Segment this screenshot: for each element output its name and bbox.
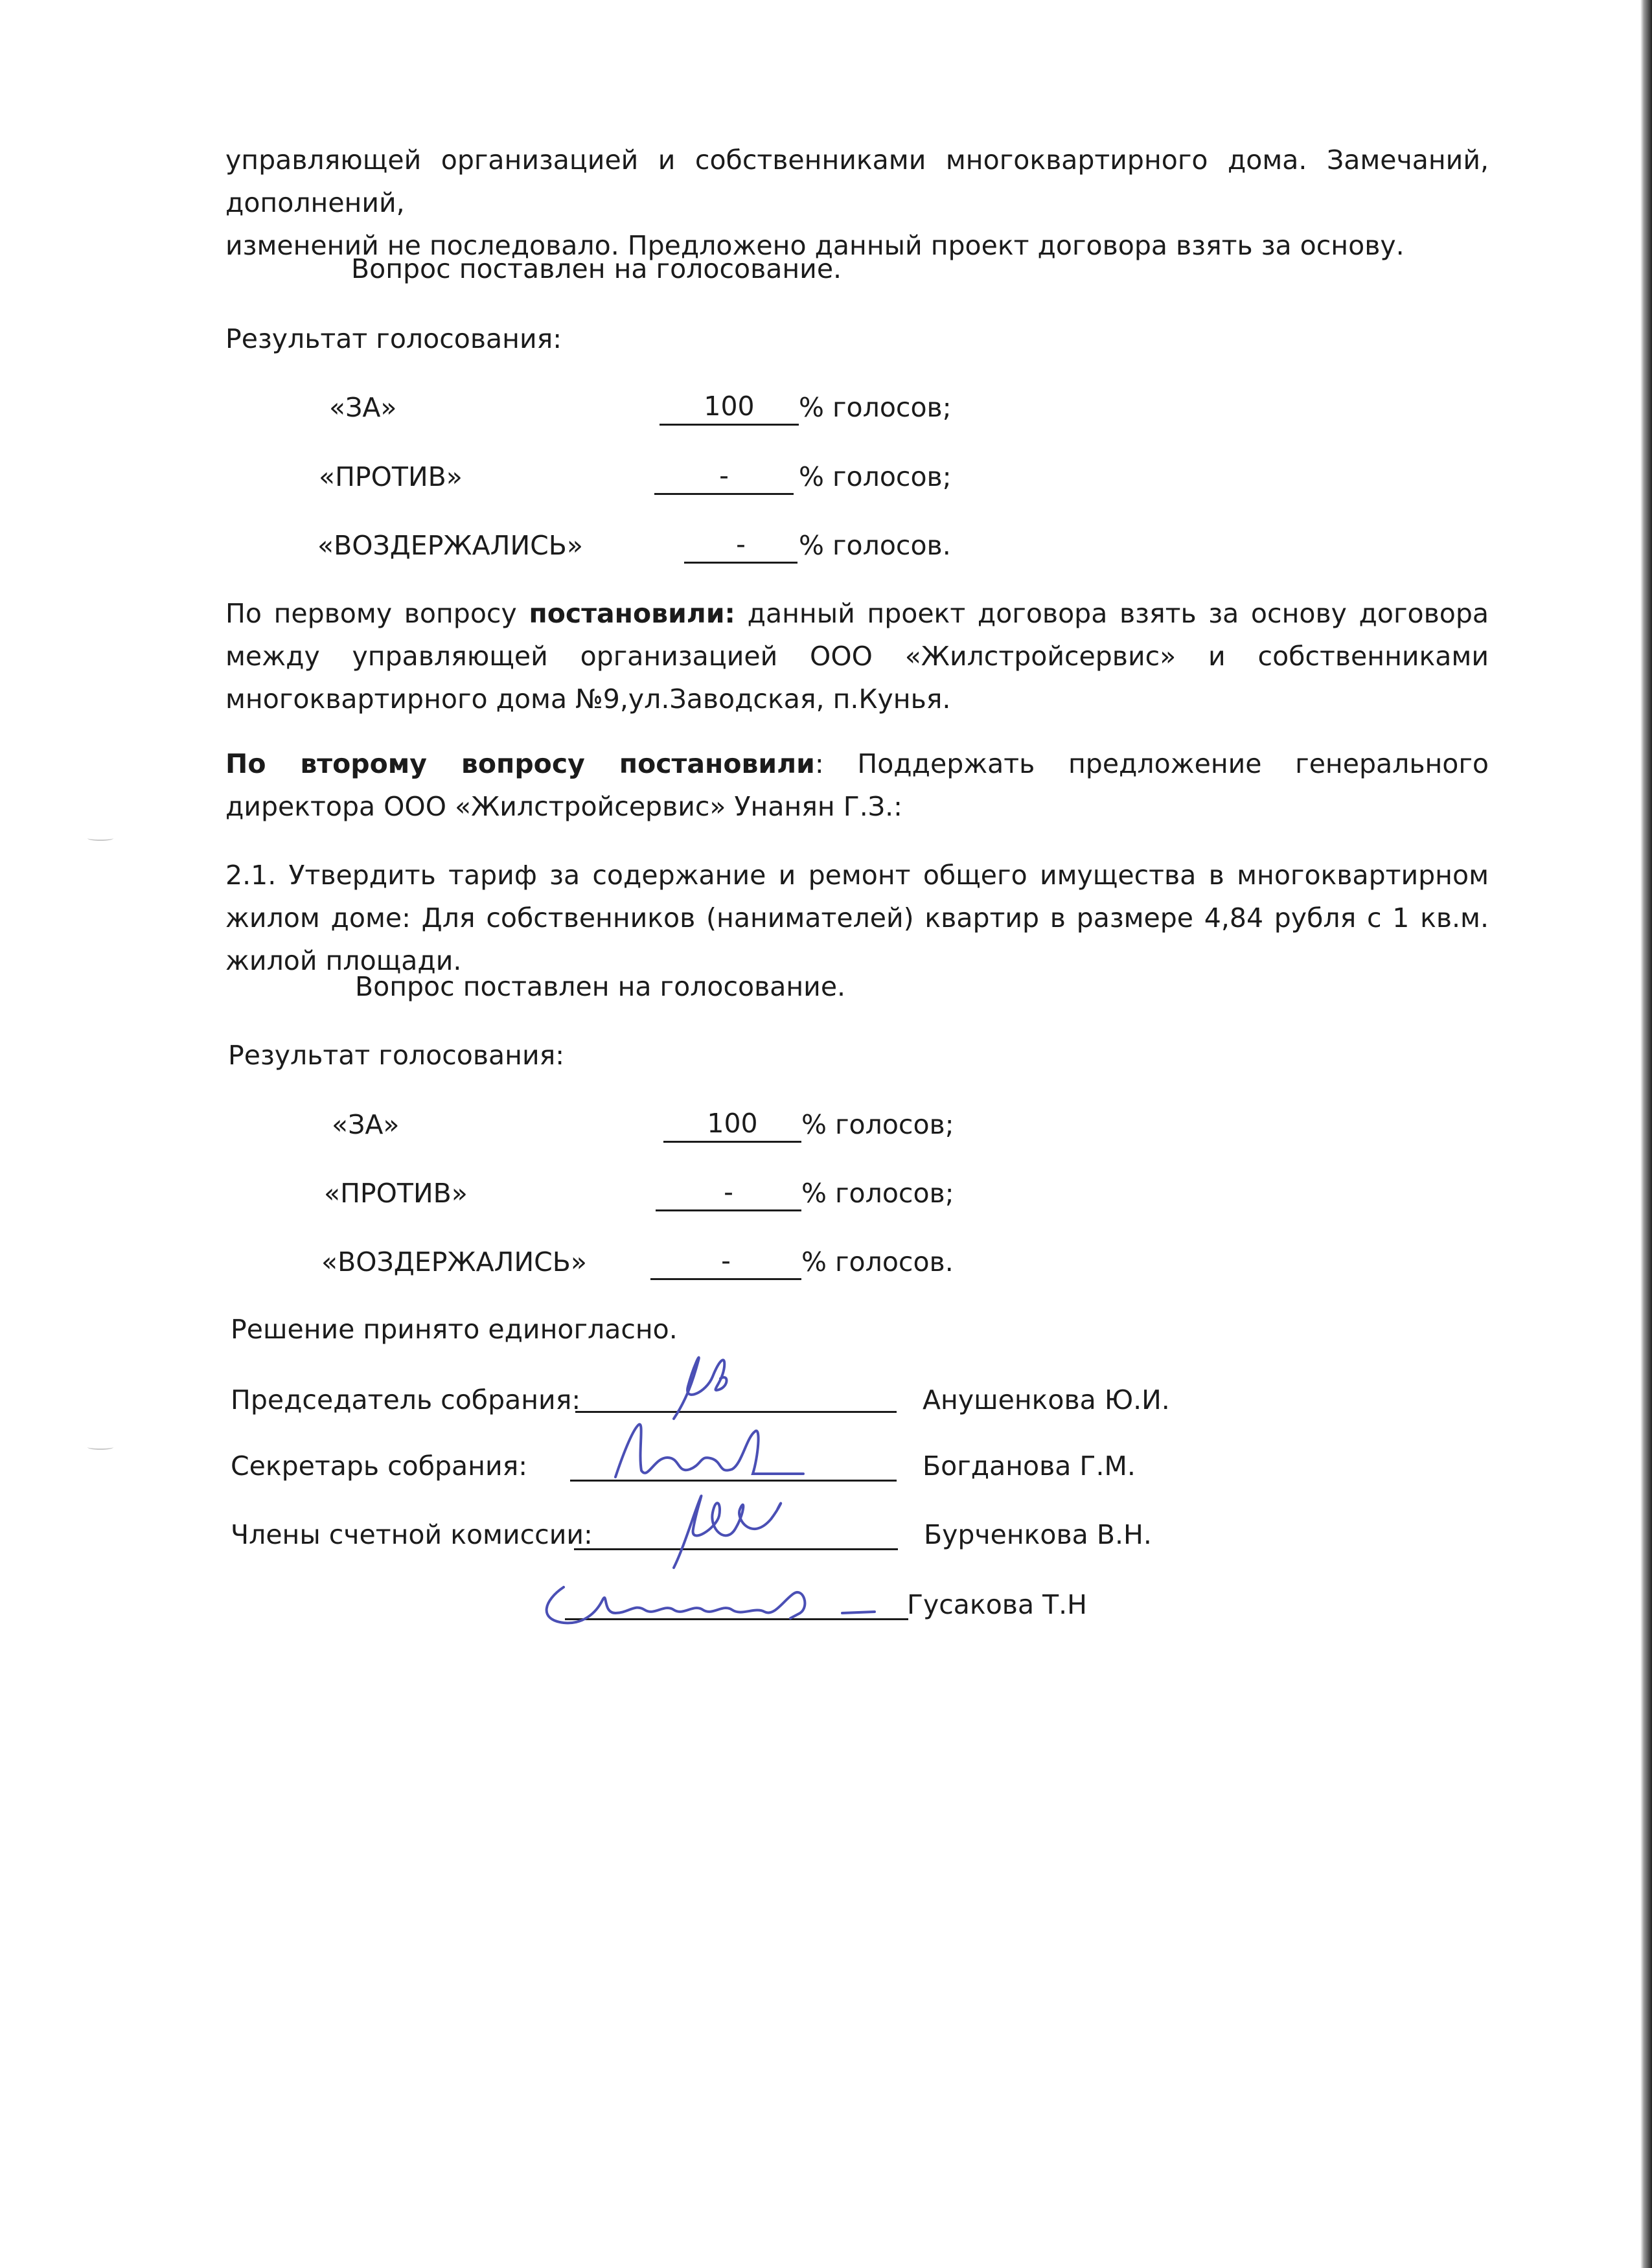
- intro-line-1: управляющей организацией и собственниками многоквартирного дома. Замечаний, дополнений,: [225, 144, 1489, 218]
- intro-paragraph: [225, 139, 1489, 267]
- commission-name-1: Бурченкова В.Н.: [924, 1519, 1152, 1550]
- q1-decision-text: данный проект договора взять за основу договора между управляющей организацией ООО «Жилстройсервис» и собственниками многоквартирного дома №9,ул.Заводская, п.Кунья.: [225, 598, 1489, 715]
- vote-value: 100: [663, 1106, 801, 1143]
- signature-stroke: [674, 1496, 781, 1568]
- vote-suffix: % голосов;: [801, 1109, 954, 1140]
- chair-label: Председатель собрания:: [231, 1384, 581, 1415]
- q2-result-title: Результат голосования:: [228, 1040, 565, 1071]
- vote-label: «ПРОТИВ»: [324, 1178, 468, 1209]
- q1-decision-prefix: По первому вопросу: [225, 598, 529, 629]
- vote-value: -: [650, 1243, 801, 1280]
- secretary-signature-row: [231, 1447, 527, 1485]
- vote-label: «ЗА»: [329, 392, 397, 423]
- commission-signature-2: [538, 1574, 926, 1632]
- scan-mark: [87, 1445, 113, 1450]
- signature-stroke: [674, 1358, 727, 1419]
- signature-stroke: [547, 1587, 875, 1623]
- intro-line-2: изменений не последовало. Предложено данный проект договора взять за основу.: [225, 230, 1405, 261]
- vote-value: -: [656, 1174, 801, 1211]
- secretary-signature: [602, 1412, 816, 1490]
- q2-decision-text: : Поддержать предложение генерального директора ООО «Жилстройсервис» Унанян Г.З.:: [225, 748, 1489, 822]
- vote-suffix: % голосов.: [801, 1246, 954, 1277]
- commission-label: Члены счетной комиссии:: [231, 1519, 593, 1550]
- unanimous-decision: Решение принято единогласно.: [231, 1314, 678, 1345]
- commission-name-2: Гусакова Т.Н: [907, 1589, 1088, 1620]
- q2-item-2-1-text: 2.1. Утвердить тариф за содержание и ремонт общего имущества в многоквартирном жилом доме: Для собственников (нанимателей) квартир в размере 4,84 рубля с 1 кв.м. жилой площади.: [225, 860, 1489, 976]
- commission-signature-1: [654, 1483, 803, 1574]
- secretary-label: Секретарь собрания:: [231, 1450, 528, 1482]
- q2-item-2-1: [225, 854, 1489, 982]
- signature-stroke: [615, 1425, 803, 1477]
- commission-signature-row: [231, 1516, 593, 1553]
- vote-value: 100: [660, 389, 799, 426]
- vote-label: «ПРОТИВ»: [319, 461, 463, 492]
- q1-result-title: Результат голосования:: [225, 323, 562, 354]
- scan-edge-shadow: [1640, 0, 1652, 2268]
- vote-suffix: % голосов;: [801, 1178, 954, 1209]
- vote-value: -: [654, 458, 794, 495]
- vote-label: «ЗА»: [332, 1109, 400, 1140]
- q1-decision-bold: постановили:: [529, 598, 735, 629]
- scan-mark: [87, 836, 113, 841]
- vote-suffix: % голосов;: [799, 392, 952, 423]
- q2-decision-bold: По второму вопросу постановили: [225, 748, 815, 779]
- vote-suffix: % голосов;: [799, 461, 952, 492]
- vote-label: «ВОЗДЕРЖАЛИСЬ»: [321, 1246, 587, 1277]
- secretary-name: Богданова Г.М.: [923, 1450, 1136, 1482]
- q2-vote-put: Вопрос поставлен на голосование.: [355, 971, 846, 1002]
- vote-label: «ВОЗДЕРЖАЛИСЬ»: [317, 530, 583, 561]
- vote-value: -: [684, 527, 797, 564]
- vote-suffix: % голосов.: [799, 530, 951, 561]
- q2-decision: [225, 742, 1489, 828]
- q1-vote-put: Вопрос поставлен на голосование.: [351, 253, 842, 284]
- chair-signature-row: [231, 1381, 580, 1419]
- chair-name: Анушенкова Ю.И.: [923, 1384, 1170, 1415]
- q1-decision: [225, 592, 1489, 720]
